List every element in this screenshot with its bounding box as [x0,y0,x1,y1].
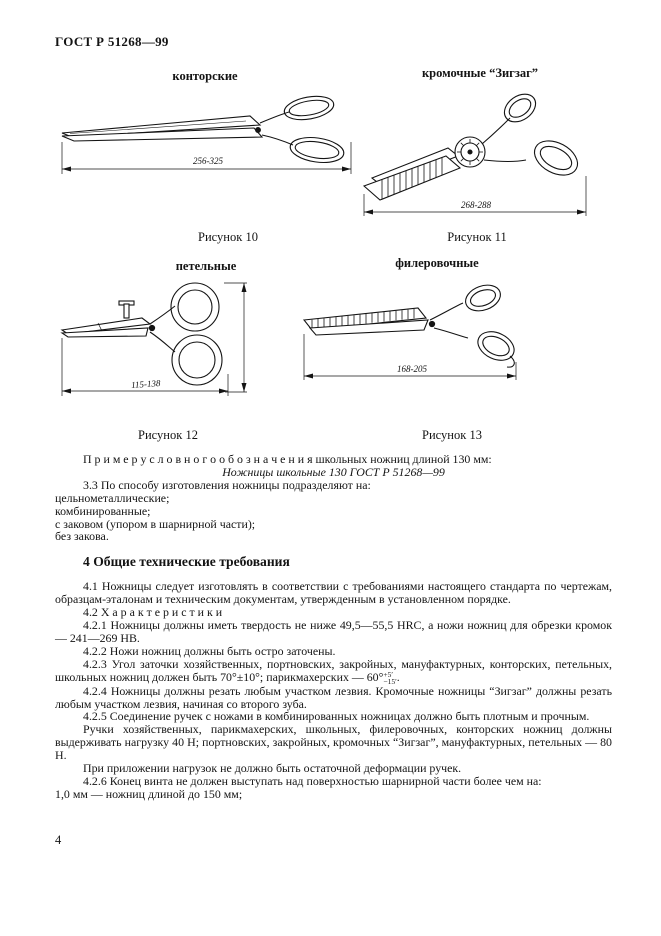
body-text [55,453,612,801]
scissors-line-art [58,274,263,409]
dimension-label: 115-138 [130,377,161,391]
clause-4-2-5b: Ручки хозяйственных, парикмахерских, школьных, филеровочных, конторских ножниц должны выдерживать нагрузку 40 Н; портновских, закройных, кромочных “Зигзаг”, мануфактурных, петельных — 80 Н. [55,722,612,763]
figure-label-office: конторские [172,69,238,83]
scissors-line-art [300,280,575,388]
thinning-scissors-drawing [300,280,575,388]
scissors-line-art [58,90,358,182]
list-item-3: с заковом (упором в шарнирной части); [55,516,256,531]
dimension-label: 168-205 [397,364,427,374]
example-designation-value: Ножницы школьные 130 ГОСТ Р 51268—99 [222,464,445,479]
clause-4-2: 4.2 Х а р а к т е р и с т и к и [83,605,223,620]
clause-4-2-5: 4.2.5 Соединение ручек с ножами в комбинированных ножницах должно быть плотным и прочным. [83,709,590,724]
clause-4-2-1: 4.2.1 Ножницы должны иметь твердость не ниже 49,5—55,5 HRC, а ножи ножниц для обрезки кромок — 241—269 НВ. [55,617,612,645]
clause-4-2-3 [55,658,612,685]
section-4-heading: 4 Общие технические требования [83,554,290,570]
example-designation-intro: П р и м е р у с л о в н о г о о б о з н а ч е н и я школьных ножниц длиной 130 мм: [83,452,492,466]
clause-4-2-3-end: . [396,669,400,684]
tolerance-upper: +5′ [383,669,393,679]
list-item-1: цельнометаллические; [55,490,170,505]
dimension-label: 256-325 [193,156,223,166]
page-number: 4 [55,833,62,847]
figure-label-thinning: филеровочные [395,256,479,270]
clause-3-3: 3.3 По способу изготовления ножницы подразделяют на: [83,477,371,492]
zigzag-scissors-drawing [358,82,603,224]
figure-label-buttonhole: петельные [175,259,237,273]
figure-label-zigzag: кромочные “Зигзаг” [421,66,539,80]
figure-caption-13: Рисунок 13 [422,428,482,442]
figure-caption-10: Рисунок 10 [198,230,258,244]
clause-4-2-3-text: 4.2.3 Угол заточки хозяйственных, портновских, закройных, мануфактурных, конторских, петельных, школьных ножниц должен быть 70°±10°; парикмахерских — 60° [55,656,612,684]
list-item-4: без закова. [55,529,109,544]
scissors-line-art [358,82,603,224]
clause-4-2-5c: При приложении нагрузок не должно быть остаточной деформации ручек. [83,761,462,776]
tolerance-lower: −15′ [383,676,397,686]
list-item-2: комбинированные; [55,503,151,518]
clause-4-2-4: 4.2.4 Ножницы должны резать любым участком лезвия. Кромочные ножницы “Зигзаг” должны резать любым участком лезвия, начиная со второго зуба. [55,683,612,711]
clause-4-2-6: 4.2.6 Конец винта не должен выступать над поверхностью шарнирной части более чем на: [83,773,542,788]
clause-4-2-6-item: 1,0 мм — ножниц длиной до 150 мм; [55,786,243,801]
figure-caption-12: Рисунок 12 [138,428,198,442]
buttonhole-scissors-drawing [58,274,263,409]
clause-4-2-2: 4.2.2 Ножи ножниц должны быть остро заточены. [83,643,336,658]
figure-caption-11: Рисунок 11 [447,230,507,244]
office-scissors-drawing [58,90,358,182]
standard-number: ГОСТ Р 51268—99 [55,34,169,49]
angle-tolerance [383,671,396,685]
dimension-label: 268-288 [461,200,491,210]
clause-4-1: 4.1 Ножницы следует изготовлять в соответствии с требованиями настоящего стандарта по чертежам, образцам-эталонам и техническим документам, утвержденным в установленном порядке. [55,579,612,607]
